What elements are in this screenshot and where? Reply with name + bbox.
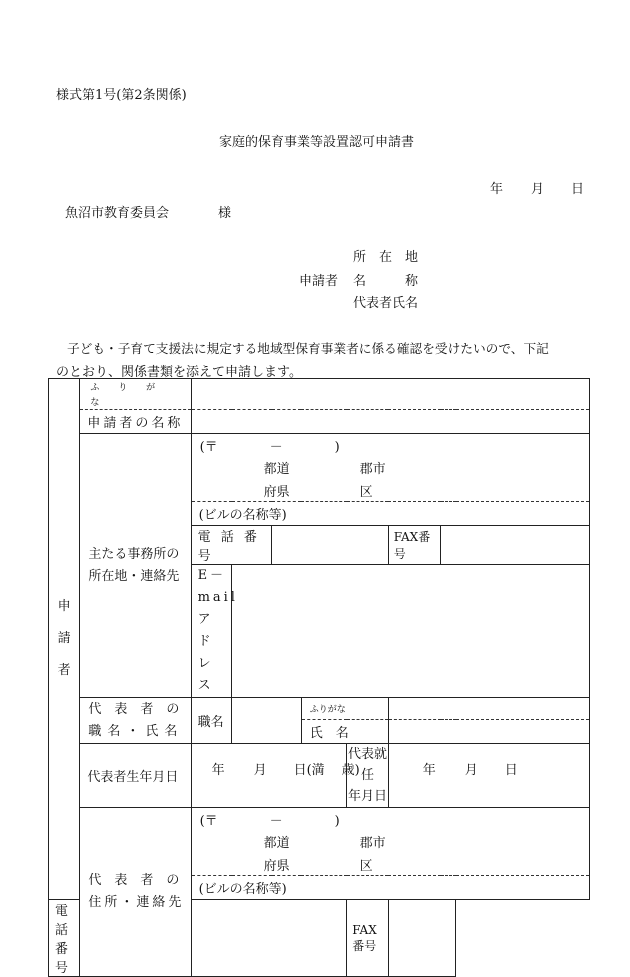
birth-day: 日(満 xyxy=(293,763,325,778)
rep-birth-input[interactable] xyxy=(191,744,360,808)
rep-city-text-2: 区 xyxy=(359,859,373,874)
shimei-input[interactable] xyxy=(388,720,589,744)
applicant-name-label-cell xyxy=(80,410,191,434)
prefecture-text-1: 都道 xyxy=(263,462,290,477)
body-text-line2: のとおり、関係書類を添えて申請します。 xyxy=(56,365,302,380)
rep-building-text: (ビルの名称等) xyxy=(198,882,287,897)
date-month: 月 xyxy=(531,182,545,197)
rep-fax-text: FAX番号 xyxy=(352,922,377,953)
furigana-input[interactable] xyxy=(191,379,589,410)
applicant-name-label: 名 称 xyxy=(353,274,419,289)
fax-label xyxy=(388,526,441,565)
application-table xyxy=(48,378,590,977)
date-day: 日 xyxy=(571,182,585,197)
shimei-label xyxy=(301,720,388,744)
start-month: 月 xyxy=(464,763,478,778)
rep-address-line1: 代 表 者 の xyxy=(88,873,180,888)
main-office-label xyxy=(80,434,191,698)
rep-furigana-input[interactable] xyxy=(388,698,589,720)
main-office-line1: 主たる事務所の xyxy=(88,546,180,562)
phone-input[interactable] xyxy=(272,526,388,565)
rep-phone-label xyxy=(49,900,80,977)
phone-text: 電 話 番 号 xyxy=(197,530,260,564)
rep-birth-label xyxy=(80,744,191,808)
main-office-line2: 所在地・連絡先 xyxy=(88,568,180,584)
applicant-address-label: 所 在 地 xyxy=(353,250,419,265)
applicant-side-label xyxy=(49,379,80,900)
shokumei-label xyxy=(191,698,231,744)
rep-phone-input[interactable] xyxy=(191,900,347,977)
rep-birth-text: 代表者生年月日 xyxy=(87,770,179,785)
rep-start-line2: 年月日 xyxy=(347,789,387,804)
phone-label xyxy=(191,526,272,565)
rep-address-input[interactable] xyxy=(191,808,589,876)
birth-month: 月 xyxy=(253,763,267,778)
rep-title-line2: 職名・氏名 xyxy=(88,723,184,739)
rep-prefecture-text-2: 府県 xyxy=(263,859,290,874)
fax-input[interactable] xyxy=(441,526,590,565)
form-number: 様式第1号(第2条関係) xyxy=(56,88,187,103)
city-text-2: 区 xyxy=(359,485,373,500)
building-name-input[interactable] xyxy=(191,502,589,526)
addressee-name: 魚沼市教育委員会 xyxy=(65,206,170,221)
start-day: 日 xyxy=(504,763,518,778)
start-year: 年 xyxy=(422,763,436,778)
rep-start-input[interactable] xyxy=(388,744,589,808)
body-text-line1: 子ども・子育て支援法に規定する地域型保育事業者に係る確認を受けたいので、下記 xyxy=(67,341,549,356)
side-label-char: 申 xyxy=(57,599,71,614)
rep-address-label xyxy=(80,808,191,977)
email-label xyxy=(191,565,238,698)
side-label-char: 者 xyxy=(57,663,71,678)
rep-building-input[interactable] xyxy=(191,876,589,900)
rep-fax-label xyxy=(347,900,388,977)
document-title: 家庭的保育事業等設置認可申請書 xyxy=(219,135,415,150)
postal-text: (〒 － ) xyxy=(199,440,340,455)
rep-prefecture-text-1: 都道 xyxy=(263,836,290,851)
rep-furigana-label xyxy=(301,698,388,720)
main-office-address-input[interactable] xyxy=(191,434,589,502)
applicant-name-input[interactable] xyxy=(191,410,589,434)
rep-start-line1: 代表就任 xyxy=(347,747,387,783)
side-label-char: 請 xyxy=(57,631,71,646)
city-text-1: 郡市 xyxy=(359,462,386,477)
building-text: (ビルの名称等) xyxy=(198,508,287,523)
rep-address-line2: 住所・連絡先 xyxy=(88,895,185,910)
date-year: 年 xyxy=(490,182,504,197)
applicant-label: 申請者 xyxy=(299,274,339,289)
applicant-rep-label: 代表者氏名 xyxy=(353,296,419,311)
rep-city-text-1: 郡市 xyxy=(359,836,386,851)
shimei-text: 氏 名 xyxy=(309,726,349,741)
rep-fax-input[interactable] xyxy=(388,900,456,977)
rep-furigana-text: ふりがな xyxy=(309,705,346,715)
birth-year: 年 xyxy=(211,763,225,778)
email-line2: アドレス xyxy=(197,612,217,693)
shokumei-input[interactable] xyxy=(232,698,302,744)
rep-phone-text: 電話番号 xyxy=(55,904,69,976)
email-input[interactable] xyxy=(232,565,590,698)
prefecture-text-2: 府県 xyxy=(263,485,290,500)
addressee-honorific: 様 xyxy=(218,206,232,221)
rep-title-label xyxy=(80,698,191,744)
rep-title-line1: 代 表 者 の xyxy=(88,701,180,717)
shokumei-text: 職名 xyxy=(197,715,224,730)
fax-text: FAX番号 xyxy=(393,530,431,561)
furigana-text: ふ り が な xyxy=(90,383,164,408)
applicant-name-text: 申請者の名称 xyxy=(87,416,184,431)
email-line1: E－mail xyxy=(197,568,238,605)
rep-postal-text: (〒 － ) xyxy=(199,814,340,829)
furigana-label xyxy=(80,379,191,410)
birth-age: 歳) xyxy=(341,763,360,778)
